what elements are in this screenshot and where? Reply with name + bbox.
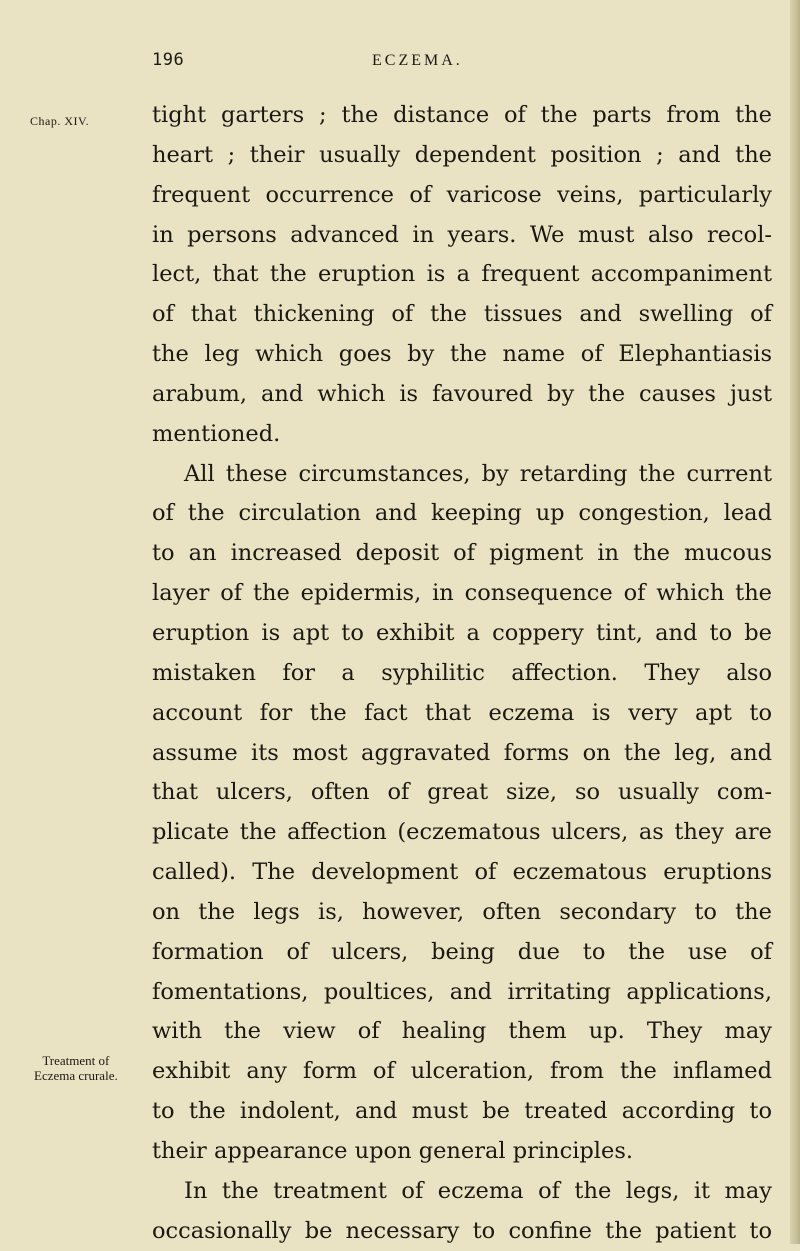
margin-note-treatment-line-2: Eczema crurale. <box>34 1068 118 1083</box>
text-line: eruption is apt to exhibit a coppery tint, and to be <box>152 619 772 646</box>
text-line: In the treatment of eczema of the legs, it may <box>184 1177 772 1204</box>
text-line: to the indolent, and must be treated according to <box>152 1098 772 1125</box>
text-line: of the circulation and keeping up congestion, lead <box>152 500 772 527</box>
text-line: that ulcers, often of great size, so usually com- <box>152 779 772 806</box>
text-line: lect, that the eruption is a frequent accompaniment <box>152 261 772 288</box>
text-line: the leg which goes by the name of Elephantiasis <box>152 341 772 368</box>
text-line: fomentations, poultices, and irritating applications, <box>152 978 772 1005</box>
text-line: arabum, and which is favoured by the causes just <box>152 380 772 407</box>
text-line: formation of ulcers, being due to the use of <box>152 938 772 965</box>
margin-note-treatment <box>34 1053 118 1083</box>
page-number: 196 <box>152 50 185 70</box>
text-line: with the view of healing them up. They may <box>152 1018 772 1045</box>
text-line: assume its most aggravated forms on the leg, and <box>152 739 772 766</box>
margin-note-chapter: Chap. XIV. <box>30 114 90 128</box>
text-line: tight garters ; the distance of the parts from the <box>152 102 772 128</box>
page-header <box>0 50 800 80</box>
text-line: layer of the epidermis, in consequence of which the <box>152 580 772 607</box>
text-line: heart ; their usually dependent position ; and the <box>152 141 772 168</box>
text-line: on the legs is, however, often secondary to the <box>152 898 772 925</box>
body-text <box>152 96 772 1251</box>
text-line: called). The development of eczematous eruptions <box>152 859 772 886</box>
text-line: account for the fact that eczema is very apt to <box>152 699 772 726</box>
text-line: their appearance upon general principles. <box>152 1137 634 1164</box>
text-line: plicate the affection (eczematous ulcers, as they are <box>152 819 772 846</box>
text-line: frequent occurrence of varicose veins, particularly <box>152 181 772 208</box>
text-line: exhibit any form of ulceration, from the inflamed <box>152 1058 772 1085</box>
margin-note-treatment-line-1: Treatment of <box>42 1053 110 1068</box>
text-line: to an increased deposit of pigment in the mucous <box>152 540 772 567</box>
running-head: ECZEMA. <box>372 52 463 69</box>
text-line: in persons advanced in years. We must also recol- <box>152 221 772 248</box>
text-line: mistaken for a syphilitic affection. They also <box>152 659 772 686</box>
text-line: All these circumstances, by retarding the current <box>184 460 772 487</box>
text-line: mentioned. <box>152 420 281 447</box>
text-line: of that thickening of the tissues and swelling of <box>152 301 772 328</box>
page-edge <box>790 0 800 1244</box>
text-line: occasionally be necessary to confine the patient to <box>152 1217 772 1244</box>
